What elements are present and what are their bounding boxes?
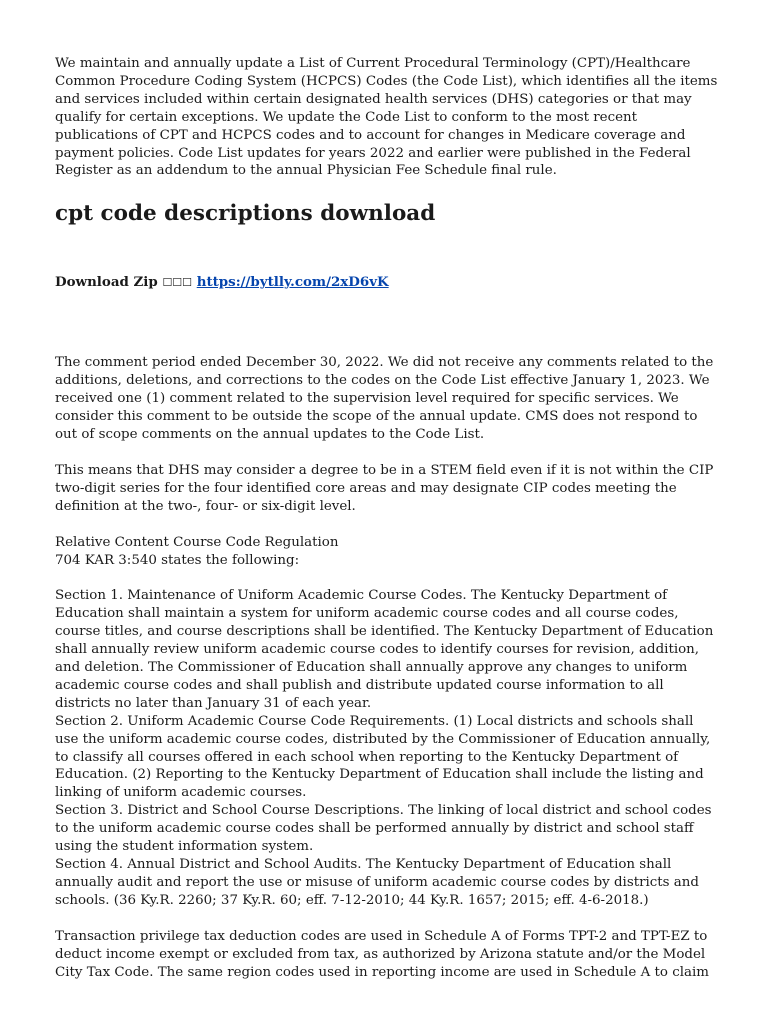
- document-page: [55, 55, 720, 981]
- download-link[interactable]: https://bytlly.com/2xD6vK: [196, 274, 389, 291]
- comment-period-paragraph: The comment period ended December 30, 2022. We did not receive any comments related to the additions, deletions, and corrections to the codes on the Code List effective January 1, 2023. We received one (1) comment related to the supervision level required for specific services. We consider this comment to be outside the scope of the annual update. CMS does not respond to out of scope comments on the annual updates to the Code List.: [55, 355, 714, 442]
- regulation-sections: [55, 587, 720, 909]
- download-label: Download Zip: [55, 274, 158, 291]
- stem-paragraph: This means that DHS may consider a degree to be in a STEM field even if it is not within the CIP two-digit series for the four identified core areas and may designate CIP codes meeting the definition at the two-, four- or six-digit level.: [55, 462, 714, 514]
- download-line: [55, 273, 720, 292]
- intro-paragraph: We maintain and annually update a List of Current Procedural Terminology (CPT)/Healthcare Common Procedure Coding System (HCPCS) Codes (the Code List), which identifies all the items and services included within certain designated health services (DHS) categories or that may qualify for certain exceptions. We update the Code List to conform to the most recent publications of CPT and HCPCS codes and to account for changes in Medicare coverage and payment policies. Code List updates for years 2022 and earlier were published in the Federal Register as an addendum to the annual Physician Fee Schedule final rule.: [55, 56, 718, 179]
- section-2-paragraph: Section 2. Uniform Academic Course Code Requirements. (1) Local districts and schools shall use the uniform academic course codes, distributed by the Commissioner of Education annually, to classify all courses offered in each school when reporting to the Kentucky Department of Education. (2) Reporting to the Kentucky Department of Education shall include the listing and linking of uniform academic courses.: [55, 713, 711, 801]
- tpt-paragraph: Transaction privilege tax deduction codes are used in Schedule A of Forms TPT-2 and TPT-EZ to deduct income exempt or excluded from tax, as authorized by Arizona statute and/or the Model City Tax Code. The same region codes used in reporting income are used in Schedule A to claim: [55, 928, 709, 980]
- missing-glyph-icon: ☐☐☐: [162, 276, 193, 290]
- regulation-intro: 704 KAR 3:540 states the following:: [55, 552, 300, 568]
- regulation-header: [55, 534, 720, 570]
- section-3-paragraph: Section 3. District and School Course Descriptions. The linking of local district and school codes to the uniform academic course codes shall be performed annually by district and school staff using the student information system.: [55, 803, 712, 855]
- section-4-paragraph: Section 4. Annual District and School Audits. The Kentucky Department of Education shall annually audit and report the use or misuse of uniform academic course codes by districts and schools. (36 Ky.R. 2260; 37 Ky.R. 60; eff. 7-12-2010; 44 Ky.R. 1657; 2015; eff. 4-6-2018.): [55, 857, 699, 908]
- regulation-title: Relative Content Course Code Regulation: [55, 534, 339, 550]
- section-1-paragraph: Section 1. Maintenance of Uniform Academic Course Codes. The Kentucky Department of Education shall maintain a system for uniform academic course codes and all course codes, course titles, and course descriptions shall be identified. The Kentucky Department of Education shall annually review uniform academic course codes to identify courses for revision, addition, and deletion. The Commissioner of Education shall annually approve any changes to uniform academic course codes and shall publish and distribute updated course information to all districts no later than January 31 of each year.: [55, 588, 714, 711]
- page-title: cpt code descriptions download: [55, 201, 436, 227]
